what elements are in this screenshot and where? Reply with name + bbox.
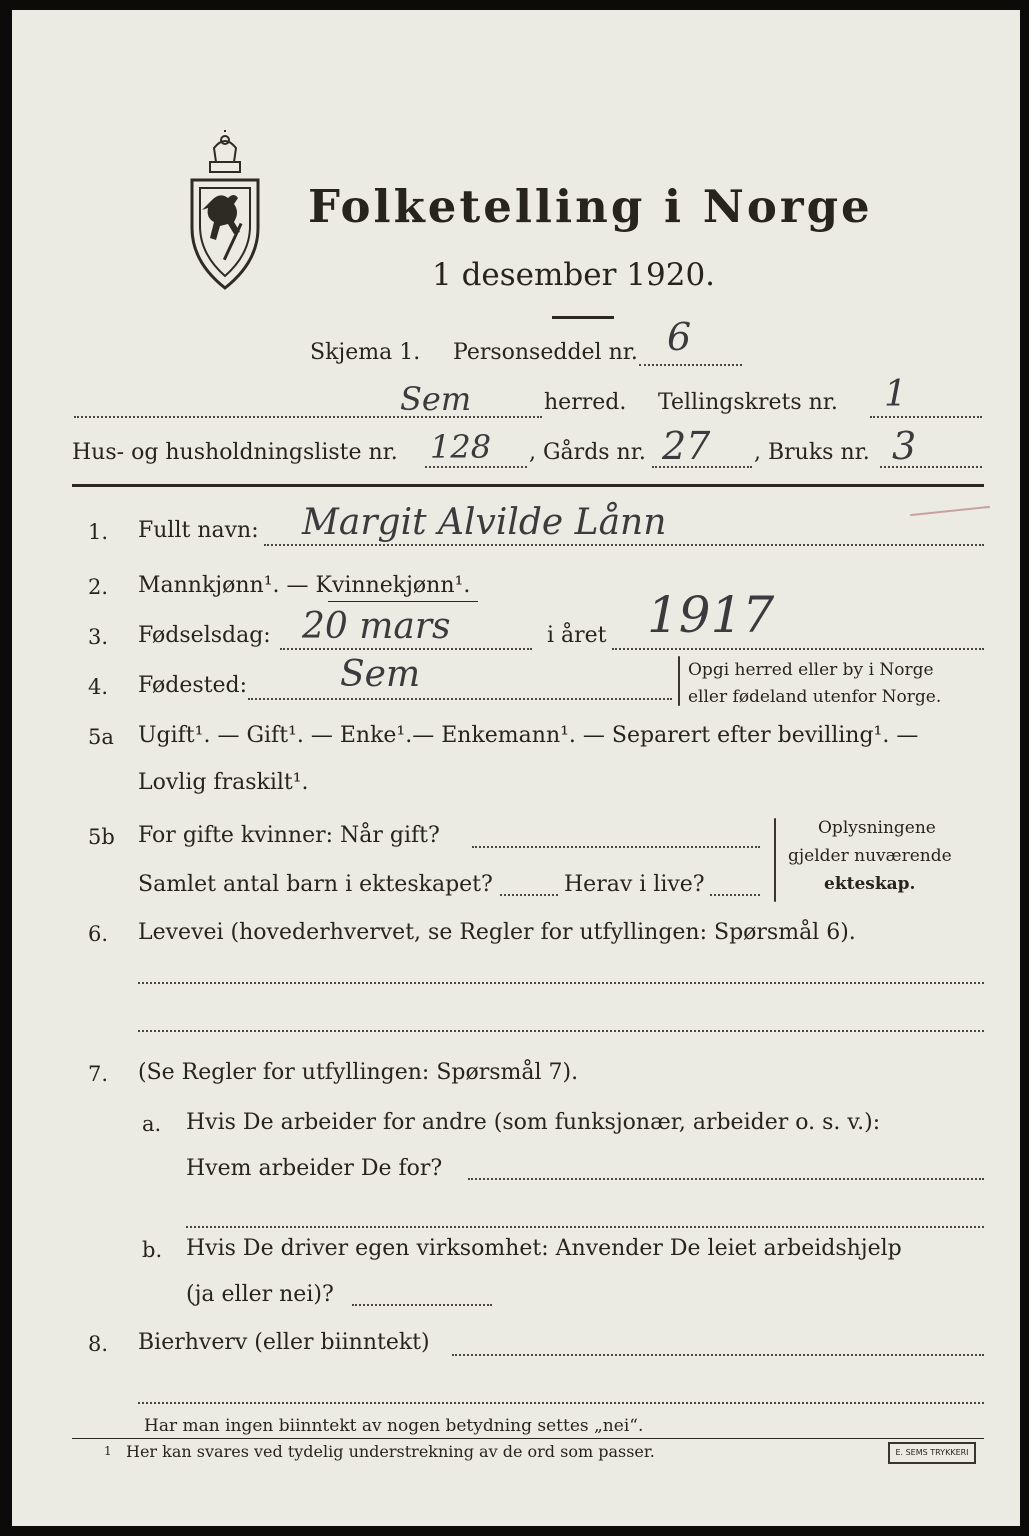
schema-label: Skjema 1.	[310, 340, 421, 365]
footnote-mark: 1	[104, 1444, 112, 1458]
q4-label: Fødested:	[138, 673, 248, 698]
q1-label: Fullt navn:	[138, 518, 259, 543]
q7a-label: Hvis De arbeider for andre (som funksjonær, arbeider o. s. v.):	[186, 1110, 881, 1135]
q8-line-2	[138, 1402, 984, 1404]
title-divider	[552, 316, 614, 319]
q5b-number: 5b	[88, 825, 115, 849]
gards-label: , Gårds nr.	[529, 440, 646, 465]
q5b-label-2: Samlet antal barn i ekteskapet?	[138, 872, 493, 897]
footer-rule	[72, 1438, 984, 1439]
q2-label: Mannkjønn¹. — Kvinnekjønn¹.	[138, 573, 471, 598]
birth-date-value[interactable]: 20 mars	[302, 606, 451, 647]
q8-number: 8.	[88, 1332, 109, 1356]
husliste-line	[425, 466, 527, 468]
q7b-label: Hvis De driver egen virksomhet: Anvender De leiet arbeidshjelp	[186, 1236, 902, 1261]
red-dash-mark	[910, 506, 990, 516]
q7-number: 7.	[88, 1062, 109, 1086]
herred-value[interactable]: Sem	[400, 380, 472, 418]
q5b-note-1: Oplysningene	[818, 818, 936, 838]
q8-line-1	[452, 1354, 984, 1356]
personseddel-line	[639, 364, 742, 366]
footer-note: Har man ingen biinntekt av nogen betydning settes „nei“.	[144, 1416, 644, 1436]
footnote-text: Her kan svares ved tydelig understrekning av de ord som passer.	[126, 1442, 655, 1461]
herred-line	[74, 416, 542, 418]
q5b-children-line	[500, 894, 558, 896]
q4-note-2: eller fødeland utenfor Norge.	[688, 687, 942, 707]
q8-label: Bierhverv (eller biinntekt)	[138, 1330, 430, 1355]
q1-line	[264, 544, 984, 546]
q5b-alive-line	[710, 894, 760, 896]
q4-note-1: Opgi herred eller by i Norge	[688, 660, 934, 680]
tellingskrets-line	[870, 416, 982, 418]
q5b-note-2: gjelder nuværende	[788, 846, 952, 866]
q3-number: 3.	[88, 625, 109, 649]
q5b-label-3: Herav i live?	[564, 872, 705, 897]
q5a-label: Ugift¹. — Gift¹. — Enke¹.— Enkemann¹. — Separert efter bevilling¹. —	[138, 723, 919, 748]
q7a-line-1	[468, 1178, 984, 1180]
q5b-married-line	[472, 846, 760, 848]
q4-line	[248, 698, 672, 700]
q7b-letter: b.	[142, 1238, 163, 1262]
birth-year-value[interactable]: 1917	[647, 586, 775, 644]
q6-label: Levevei (hovederhvervet, se Regler for utfyllingen: Spørsmål 6).	[138, 920, 856, 945]
header-rule	[72, 484, 984, 487]
tellingskrets-label: Tellingskrets nr.	[658, 390, 838, 415]
q7a-line-2	[186, 1226, 984, 1228]
q3-label: Fødselsdag:	[138, 623, 271, 648]
husliste-label: Hus- og husholdningsliste nr.	[72, 440, 398, 465]
gards-value[interactable]: 27	[662, 424, 711, 468]
bruks-label: , Bruks nr.	[754, 440, 870, 465]
census-form	[12, 10, 1020, 1526]
q5a-number: 5a	[88, 725, 114, 749]
q4-number: 4.	[88, 675, 109, 699]
q6-line-2	[138, 1030, 984, 1032]
personseddel-label: Personseddel nr.	[453, 340, 638, 365]
q4-bracket	[678, 656, 680, 706]
census-date: 1 desember 1920.	[432, 257, 716, 293]
q3-year-label: i året	[547, 623, 607, 648]
q5b-label: For gifte kvinner: Når gift?	[138, 823, 440, 848]
form-title: Folketelling i Norge	[308, 180, 873, 233]
q1-number: 1.	[88, 520, 109, 544]
full-name-value[interactable]: Margit Alvilde Lånn	[302, 502, 667, 543]
q5a-label-2: Lovlig fraskilt¹.	[138, 770, 309, 795]
husliste-value[interactable]: 128	[430, 428, 492, 466]
birthplace-value[interactable]: Sem	[340, 654, 421, 695]
q6-line-1	[138, 982, 984, 984]
bruks-value[interactable]: 3	[892, 424, 917, 468]
q5b-bracket	[774, 818, 776, 902]
q7b-label-2: (ja eller nei)?	[186, 1282, 334, 1307]
kvinnekjonn-underline	[328, 601, 478, 602]
tellingskrets-value[interactable]: 1	[884, 374, 907, 415]
personseddel-value[interactable]: 6	[667, 315, 692, 359]
q5b-note-3: ekteskap.	[824, 874, 916, 894]
q7b-line	[352, 1304, 492, 1306]
norway-coat-of-arms-icon	[184, 130, 266, 295]
q3-year-line	[612, 648, 984, 650]
q2-number: 2.	[88, 575, 109, 599]
printer-stamp: E. SEMS TRYKKERI	[888, 1442, 976, 1464]
q3-date-line	[280, 648, 532, 650]
herred-label: herred.	[544, 390, 627, 415]
q7a-label-2: Hvem arbeider De for?	[186, 1156, 443, 1181]
q6-number: 6.	[88, 922, 109, 946]
q7-label: (Se Regler for utfyllingen: Spørsmål 7).	[138, 1060, 579, 1085]
q7a-letter: a.	[142, 1112, 162, 1136]
